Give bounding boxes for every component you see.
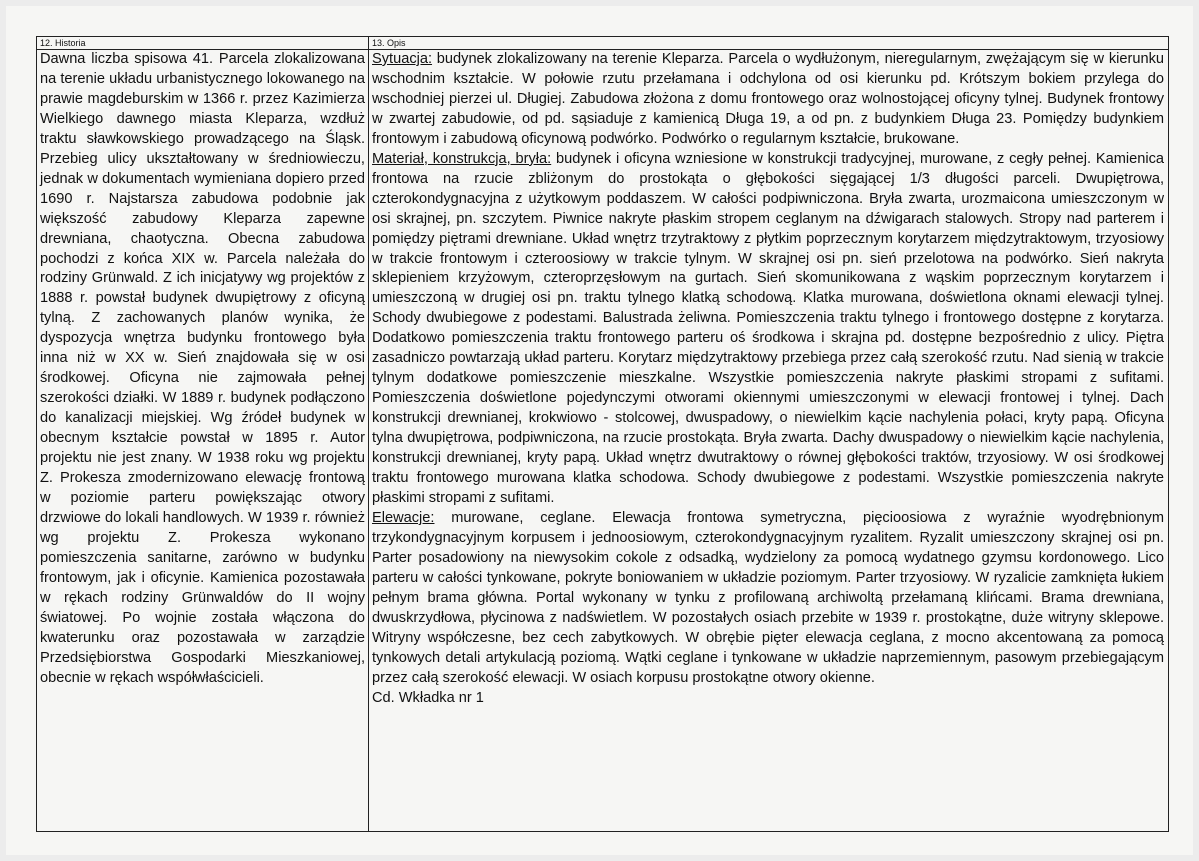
- section-elevations: [372, 509, 1164, 689]
- description-column: [369, 37, 1168, 831]
- description-body: [369, 50, 1168, 708]
- section-text: murowane, ceglane. Elewacja frontowa symetryczna, pięcioosiowa z wyraźnie wyodrębnionym trzykondygnacyjnym korpusem i jednoosiowym, czterokondygnacyjnym ryzalitem. Ryzalit umieszczony skrajnej osi pn. Parter posadowiony na niewysokim cokole z odsadką, wydzielony za pomocą wydatnego gzymsu kordonowego. Lico parteru w całości tynkowane, pokryte boniowaniem w układzie poziomym. Parter trzyosiowy. W ryzalicie zamknięta łukiem pełnym brama główna. Portal wykonany w tynku z profilowaną archiwoltą przełamaną klińcami. Brama drewniana, dwuskrzydłowa, płycinowa z nadświetlem. W pozostałych osiach przebite w 1939 r. prostokątne, duże witryny sklepowe. Witryny współczesne, bez cech zabytkowych. W obrębie pięter elewacja ceglana, z mocno akcentowaną za pomocą tynkowych detali artykulacją poziomą. Wątki ceglane i tynkowane w układzie naprzemiennym, pasowym przebiegającym przez całą szerokość elewacji. W osiach korpusu prostokątne otwory okienne.: [372, 509, 1164, 686]
- history-text: Dawna liczba spisowa 41. Parcela zlokalizowana na terenie układu urbanistycznego lokowanego na prawie magdeburskim w 1366 r. przez Kazimierza Wielkiego dawnego miasta Kleparza, wzdłuż traktu sławkowskiego prowadzącego na Śląsk. Przebieg ulicy ukształtowany w średniowieczu, jednak w dokumentach wymieniana dopiero przed 1690 r. Najstarsza zabudowa podobnie jak większość zabudowy Kleparza zapewne drewniana, chaotyczna. Obecna zabudowa pochodzi z końca XIX w. Parcela należała do rodziny Grünwald. Z ich inicjatywy wg projektów z 1888 r. powstał budynek dwupiętrowy z oficyną tylną. Z zachowanych planów wynika, że dyspozycja wnętrza budynku frontowego była inna niż w XX w. Sień znajdowała się w osi środkowej. Oficyna nie zajmowała pełnej szerokości działki. W 1889 r. budynek podłączono do kanalizacji miejskiej. Wg źródeł budynek w obecnym kształcie powstał w 1895 r. Autor projektu nie jest znany. W 1938 roku wg projektu Z. Prokesza zmodernizowano elewację frontową w poziomie parteru powiększając otwory drzwiowe do lokali handlowych. W 1939 r. również wg projektu Z. Prokesza wykonano pomieszczenia sanitarne, zarówno w budynku frontowym, jak i oficynie. Kamienica pozostawała w rękach rodziny Grünwaldów do II wojny światowej. Po wojnie została włączona do kwaterunku oraz pozostawała w zarządzie Przedsiębiorstwa Gospodarki Mieszkaniowej, obecnie w rękach współwłaścicieli.: [40, 51, 365, 686]
- section-construction: [372, 150, 1164, 509]
- form-frame: [36, 36, 1169, 832]
- history-header: 12. Historia: [37, 37, 368, 50]
- description-header: 13. Opis: [369, 37, 1168, 50]
- document-sheet: [6, 6, 1193, 855]
- section-label: Sytuacja:: [372, 51, 433, 67]
- section-text: budynek zlokalizowany na terenie Kleparza. Parcela o wydłużonym, nieregularnym, zwężającym się w kierunku wschodnim kształcie. W połowie rzutu przełamana i odchylona od osi kierunku pd. Krótszym bokiem przylega do wschodniej pierzei ul. Długiej. Zabudowa złożona z domu frontowego oraz wolnostojącej oficyny tylnej. Budynek frontowy w zwartej zabudowie, od pd. sąsiaduje z kamienicą Długa 19, a od pn. z budynkiem Długa 23. Pomiędzy budynkiem frontowym i zabudową oficynową podwórko. Podwórko o regularnym kształcie, brukowane.: [372, 51, 1164, 147]
- history-column: [37, 37, 369, 831]
- section-situation: [372, 50, 1164, 150]
- section-label: Elewacje:: [372, 509, 435, 526]
- continuation-note: Cd. Wkładka nr 1: [372, 689, 484, 706]
- section-text: budynek i oficyna wzniesione w konstrukcji tradycyjnej, murowane, z cegły pełnej. Kamienica frontowa na rzucie zbliżonym do prostokąta o głębokości sięgającej 1/3 długości parceli. Dwupiętrowa, czterokondygnacyjna z użytkowym poddaszem. W całości podpiwniczona. Bryła zwarta, urozmaicona umieszczonym w osi skrajnej, pn. szczytem. Piwnice nakryte płaskim stropem ceglanym na dźwigarach stalowych. Stropy nad parterem i pomiędzy piętrami drewniane. Układ wnętrz trzytraktowy z płytkim poprzecznym korytarzem międzytraktowym, trzyosiowy w trakcie frontowym i czteroosiowy w trakcie tylnym. W skrajnej osi pn. sień przelotowa na podwórko. Sień nakryta sklepieniem krzyżowym, czteroprzęsłowym na gurtach. Sień skomunikowana z wąskim poprzecznym korytarzem i umieszczoną w drugiej osi pn. traktu tylnego klatką schodową. Klatka murowana, doświetlona oknami elewacji tylnej. Schody dwubiegowe z podestami. Balustrada żeliwna. Pomieszczenia traktu tylnego i frontowego dostępne z korytarza. Dodatkowo pomieszczenia traktu frontowego parteru oś środkowa i skrajna pd. dostępne bezpośrednio z ulicy. Piętra zasadniczo powtarzają układ parteru. Korytarz międzytraktowy przebiega przez całą szerokość rzutu. Nad sienią w trakcie tylnym dodatkowe pomieszczenie mieszkalne. Wszystkie pomieszczenia nakryte płaskimi stropami z sufitami. Pomieszczenia doświetlone pojedynczymi otworami okiennymi umieszczonymi w elewacji frontowej i tylnej. Dach konstrukcji drewnianej, krokwiowo - stolcowej, dwuspadowy, o niewielkim kącie nachylenia połaci, kryty papą. Oficyna tylna dwupiętrowa, podpiwniczona, na rzucie prostokąta. Bryła zwarta. Dachy dwuspadowy o niewielkim kącie nachylenia, konstrukcji drewnianej, kryty papą. Układ wnętrz dwutraktowy o równej głębokości traktów, trzyosiowy. W osi środkowej traktu frontowego murowana klatka schodowa. Schody dwubiegowe z podestami. Wszystkie pomieszczenia nakryte płaskimi stropami z sufitami.: [372, 150, 1165, 506]
- section-label: Materiał, konstrukcja, bryła:: [372, 150, 552, 167]
